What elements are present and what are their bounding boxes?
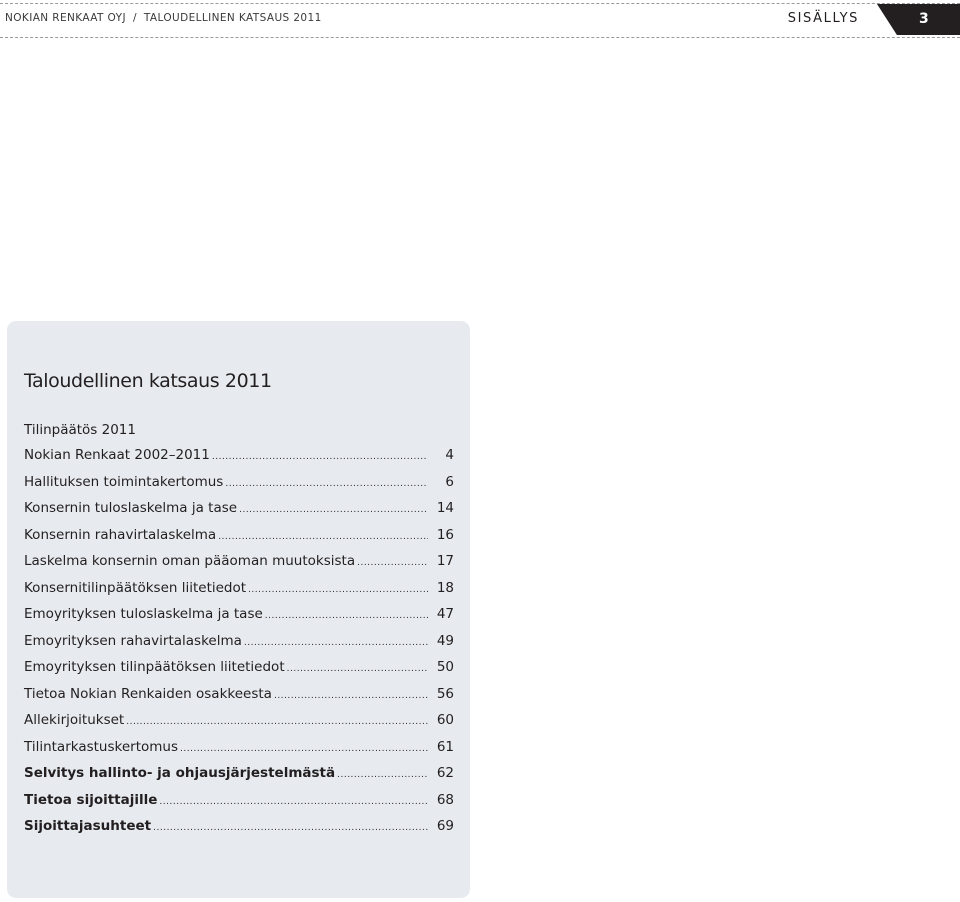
toc-entry[interactable]: [24, 659, 454, 686]
publication-title: TALOUDELLINEN KATSAUS 2011: [143, 12, 322, 24]
toc-entry[interactable]: [24, 500, 454, 527]
toc-entry-page: 4: [445, 447, 454, 463]
dot-leader: [244, 638, 428, 648]
toc-entry-label: Emoyrityksen rahavirtalaskelma: [24, 632, 242, 649]
toc-entry[interactable]: [24, 686, 454, 713]
dot-leader: [248, 585, 428, 595]
toc-entry[interactable]: [24, 580, 454, 607]
toc-entry-page: 6: [445, 473, 454, 490]
dot-leader: [212, 452, 428, 462]
toc-entry[interactable]: [24, 606, 454, 633]
dot-leader: [265, 611, 428, 621]
toc-entry-page: 18: [436, 579, 454, 596]
dot-leader: [225, 479, 428, 489]
toc-entry-page: 14: [436, 500, 454, 516]
toc-entry-label: Laskelma konsernin oman pääoman muutoksista: [24, 553, 356, 569]
toc-entry-page: 50: [436, 659, 454, 675]
toc-entry-page: 56: [436, 685, 454, 702]
toc-title: Taloudellinen katsaus 2011: [24, 370, 272, 392]
toc-entry[interactable]: [24, 765, 454, 792]
toc-entry-label: Emoyrityksen tuloslaskelma ja tase: [24, 606, 263, 622]
toc-entry[interactable]: [24, 712, 454, 739]
toc-entry-page: 16: [436, 526, 454, 543]
toc-entry-label: Konsernitilinpäätöksen liitetiedot: [24, 579, 247, 596]
dot-leader: [287, 664, 428, 674]
dot-leader: [357, 558, 428, 568]
toc-entry-page: 69: [436, 818, 454, 834]
header-top-rule: [0, 3, 960, 4]
dot-leader: [239, 505, 428, 515]
toc-entry[interactable]: [24, 474, 454, 501]
toc-entry-label: Hallituksen toimintakertomus: [24, 473, 224, 490]
toc-entry[interactable]: [24, 739, 454, 766]
toc-entry-label: Nokian Renkaat 2002–2011: [24, 447, 210, 463]
dot-leader: [180, 744, 428, 754]
toc-entry-label: Selvitys hallinto- ja ohjausjärjestelmästä: [24, 765, 336, 781]
toc-entry-page: 60: [436, 712, 454, 728]
header-separator: /: [132, 12, 137, 24]
toc-entry-label: Tilintarkastuskertomus: [24, 738, 179, 755]
company-name: NOKIAN RENKAAT OYJ: [5, 12, 126, 24]
dot-leader: [218, 532, 428, 542]
toc-entry-page: 62: [436, 765, 454, 781]
toc-entry[interactable]: [24, 818, 454, 845]
toc-entry-label: Konsernin rahavirtalaskelma: [24, 526, 217, 543]
toc-entry-page: 17: [436, 553, 454, 569]
toc-entry-label: Tietoa sijoittajille: [24, 791, 158, 808]
toc-entry[interactable]: [24, 527, 454, 554]
section-label: SISÄLLYS: [787, 11, 859, 26]
running-header: [5, 12, 322, 24]
toc-entry[interactable]: [24, 792, 454, 819]
toc-entry-page: 47: [436, 606, 454, 622]
toc-entry[interactable]: [24, 553, 454, 580]
toc-entry[interactable]: [24, 447, 454, 474]
toc-subtitle: Tilinpäätös 2011: [24, 422, 136, 438]
header-bottom-rule: [0, 37, 960, 38]
table-of-contents-panel: [7, 321, 470, 898]
toc-entry-label: Konsernin tuloslaskelma ja tase: [24, 500, 238, 516]
dot-leader: [159, 797, 428, 807]
toc-entry-label: Tietoa Nokian Renkaiden osakkeesta: [24, 685, 272, 702]
toc-entry-label: Sijoittajasuhteet: [24, 818, 152, 834]
toc-entry[interactable]: [24, 633, 454, 660]
dot-leader: [274, 691, 428, 701]
toc-entry-page: 68: [436, 791, 454, 808]
dot-leader: [153, 823, 428, 833]
toc-entry-label: Allekirjoitukset: [24, 712, 125, 728]
page-number: 3: [919, 11, 929, 27]
dot-leader: [337, 770, 428, 780]
toc-list: [24, 447, 454, 845]
toc-entry-page: 61: [436, 738, 454, 755]
dot-leader: [126, 717, 428, 727]
toc-entry-page: 49: [436, 632, 454, 649]
toc-entry-label: Emoyrityksen tilinpäätöksen liitetiedot: [24, 659, 285, 675]
